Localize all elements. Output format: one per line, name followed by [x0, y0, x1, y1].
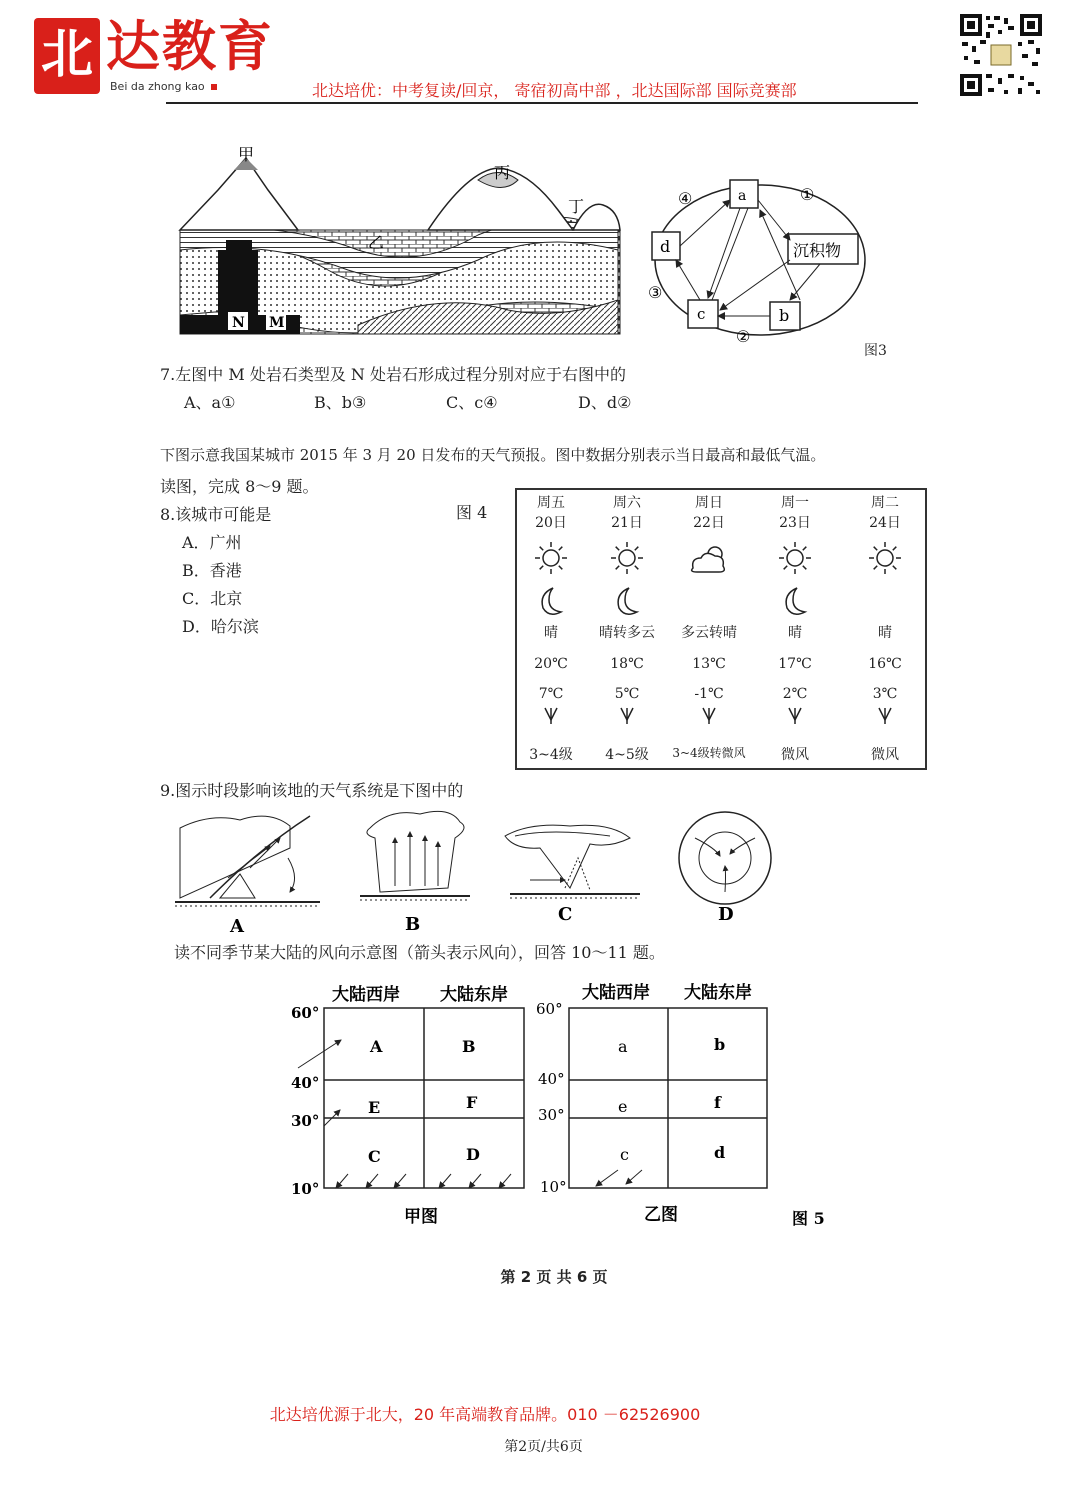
yi-east-header: 大陆东岸 — [684, 983, 752, 1003]
weather-low-temp: 7℃ — [538, 686, 564, 702]
weather-high-temp: 16℃ — [868, 656, 902, 672]
page-number: 第 2 页 共 6 页 — [500, 1268, 608, 1286]
arrow-label-2: ② — [736, 327, 751, 346]
figure4-caption: 图 4 — [456, 503, 488, 522]
weather-desc: 晴转多云 — [599, 625, 655, 641]
yi-cell-b: b — [714, 1035, 726, 1054]
jia-east-header: 大陆东岸 — [440, 985, 508, 1005]
label-ding: 丁 — [568, 197, 585, 216]
weather-low-temp: 3℃ — [872, 686, 898, 702]
weather-day: 周六 — [613, 495, 641, 511]
jia-lat-30: 30° — [291, 1112, 320, 1130]
system-b-convection — [360, 811, 470, 900]
intro-8-9-line1: 下图示意我国某城市 2015 年 3 月 20 日发布的天气预报。图中数据分别表示当日最高和最低气温。 — [160, 446, 826, 464]
weather-date: 21日 — [611, 515, 643, 531]
q8-option-d: D．哈尔滨 — [182, 617, 259, 636]
weather-high-temp: 17℃ — [778, 656, 812, 672]
weather-date: 24日 — [869, 515, 901, 531]
cycle-node-sediment: 沉积物 — [793, 241, 842, 260]
weather-low-temp: -1℃ — [694, 686, 724, 702]
jia-cell-F: F — [466, 1093, 478, 1112]
q7-stem: 7.左图中 M 处岩石类型及 N 处岩石形成过程分别对应于右图中的 — [160, 365, 626, 384]
weather-desc: 晴 — [788, 625, 802, 641]
weather-date: 22日 — [693, 515, 725, 531]
weather-wind: 4~5级 — [605, 747, 649, 763]
label-jia: 甲 — [238, 145, 255, 164]
label-yi: 乙 — [368, 233, 385, 252]
label-M: M — [269, 315, 285, 331]
weather-day: 周五 — [537, 495, 565, 511]
label-bing: 丙 — [494, 163, 511, 182]
continent-wind-diagram — [286, 978, 846, 1228]
moon-icon — [618, 588, 637, 614]
wind-arrow-icon — [789, 708, 801, 724]
figure3-caption: 图3 — [864, 343, 887, 359]
yi-cell-d: d — [714, 1143, 726, 1162]
jia-cell-E: E — [368, 1098, 381, 1117]
sun-icon — [869, 542, 901, 574]
arrow-label-3: ③ — [648, 283, 663, 302]
yi-west-header: 大陆西岸 — [582, 983, 650, 1003]
header-slogan: 北达培优：中考复读/回京， 寄宿初高中部 ，北达国际部 国际竞赛部 — [312, 81, 797, 100]
cloud-sun-icon — [692, 547, 725, 572]
weather-day: 周日 — [695, 495, 723, 511]
sun-icon — [535, 542, 567, 574]
weather-icons — [511, 538, 591, 738]
yi-title: 乙图 — [644, 1205, 678, 1225]
weather-day: 周一 — [781, 495, 809, 511]
cycle-node-c: c — [697, 305, 706, 323]
q9-stem: 9.图示时段影响该地的天气系统是下图中的 — [160, 781, 464, 800]
weather-high-temp: 18℃ — [610, 656, 644, 672]
jia-lat-40: 40° — [291, 1074, 320, 1092]
yi-cell-a: a — [618, 1037, 628, 1056]
weather-wind: 微风 — [781, 747, 809, 763]
q8-option-b: B．香港 — [182, 561, 242, 580]
jia-west-header: 大陆西岸 — [332, 985, 400, 1005]
weather-desc: 晴 — [544, 625, 558, 641]
weather-date: 20日 — [535, 515, 567, 531]
wind-arrow-icon — [879, 708, 891, 724]
weather-icons — [669, 538, 749, 738]
system-d-cyclone — [679, 812, 771, 904]
yi-cell-c: c — [620, 1145, 629, 1164]
jia-cell-B: B — [462, 1037, 476, 1056]
jia-title: 甲图 — [404, 1207, 438, 1227]
intro-10-11: 读不同季节某大陆的风向示意图（箭头表示风向），回答 10～11 题。 — [174, 943, 665, 962]
yi-lat-10: 10° — [540, 1178, 567, 1196]
cycle-node-b: b — [779, 306, 790, 325]
label-N: N — [232, 315, 245, 331]
weather-icons — [845, 538, 925, 738]
q7-option-a: A、a① — [184, 393, 236, 412]
logo-subtitle: Bei da zhong kao — [110, 80, 217, 93]
sun-icon — [611, 542, 643, 574]
weather-low-temp: 2℃ — [782, 686, 808, 702]
q8-stem: 8.该城市可能是 — [160, 505, 272, 524]
figure5-caption: 图 5 — [792, 1209, 825, 1228]
wind-arrow-icon — [621, 708, 633, 724]
footer-page: 第2页/共6页 — [504, 1439, 583, 1455]
q7-option-b: B、b③ — [314, 393, 367, 412]
header-divider — [166, 102, 918, 104]
weather-low-temp: 5℃ — [614, 686, 640, 702]
sun-icon — [779, 542, 811, 574]
jia-cell-A: A — [370, 1037, 383, 1056]
jia-cell-C: C — [368, 1147, 381, 1166]
footer-ad: 北达培优源于北大，20 年高端教育品牌。010 －62526900 — [269, 1405, 701, 1424]
q7-option-d: D、d② — [578, 393, 632, 412]
logo-mark: 北 — [34, 18, 100, 94]
geologic-section-diagram — [178, 140, 624, 340]
weather-high-temp: 20℃ — [534, 656, 568, 672]
moon-icon — [786, 588, 805, 614]
weather-wind: 3~4级转微风 — [672, 746, 746, 760]
yi-cell-f: f — [714, 1093, 721, 1112]
wind-arrow-icon — [703, 708, 715, 724]
weather-desc: 晴 — [878, 625, 892, 641]
weather-high-temp: 13℃ — [692, 656, 726, 672]
logo-text: 达教育 — [106, 14, 274, 78]
q7-option-c: C、c④ — [446, 393, 498, 412]
yi-lat-30: 30° — [538, 1106, 565, 1124]
weather-day: 周二 — [871, 495, 899, 511]
weather-desc: 多云转晴 — [681, 625, 737, 641]
weather-forecast-table — [515, 488, 927, 770]
weather-wind: 3~4级 — [529, 747, 573, 763]
weather-wind: 微风 — [871, 747, 899, 763]
weather-date: 23日 — [779, 515, 811, 531]
cycle-node-d: d — [660, 237, 671, 256]
arrow-label-4: ④ — [678, 189, 693, 208]
jia-lat-60: 60° — [291, 1004, 320, 1022]
yi-lat-60: 60° — [536, 1000, 563, 1018]
weather-system-diagrams — [170, 808, 790, 938]
q8-option-c: C．北京 — [182, 589, 243, 608]
rock-cycle-diagram — [640, 170, 900, 360]
qr-code-icon — [958, 12, 1044, 98]
system-label-c: C — [558, 904, 573, 925]
cycle-node-a: a — [738, 188, 747, 204]
yi-lat-40: 40° — [538, 1070, 565, 1088]
system-label-d: D — [718, 904, 734, 925]
intro-8-9-line2: 读图，完成 8～9 题。 — [160, 477, 319, 496]
system-label-a: A — [230, 916, 244, 937]
system-a-front — [175, 816, 320, 906]
wind-arrow-icon — [545, 708, 557, 724]
arrow-label-1: ① — [800, 185, 815, 204]
weather-icons — [587, 538, 667, 738]
jia-lat-10: 10° — [291, 1180, 320, 1198]
jia-cell-D: D — [466, 1145, 480, 1164]
moon-icon — [542, 588, 561, 614]
yi-cell-e: e — [618, 1097, 628, 1116]
q8-option-a: A．广州 — [182, 533, 242, 552]
weather-icons — [755, 538, 835, 738]
system-label-b: B — [405, 914, 421, 935]
system-c-front — [505, 825, 640, 898]
